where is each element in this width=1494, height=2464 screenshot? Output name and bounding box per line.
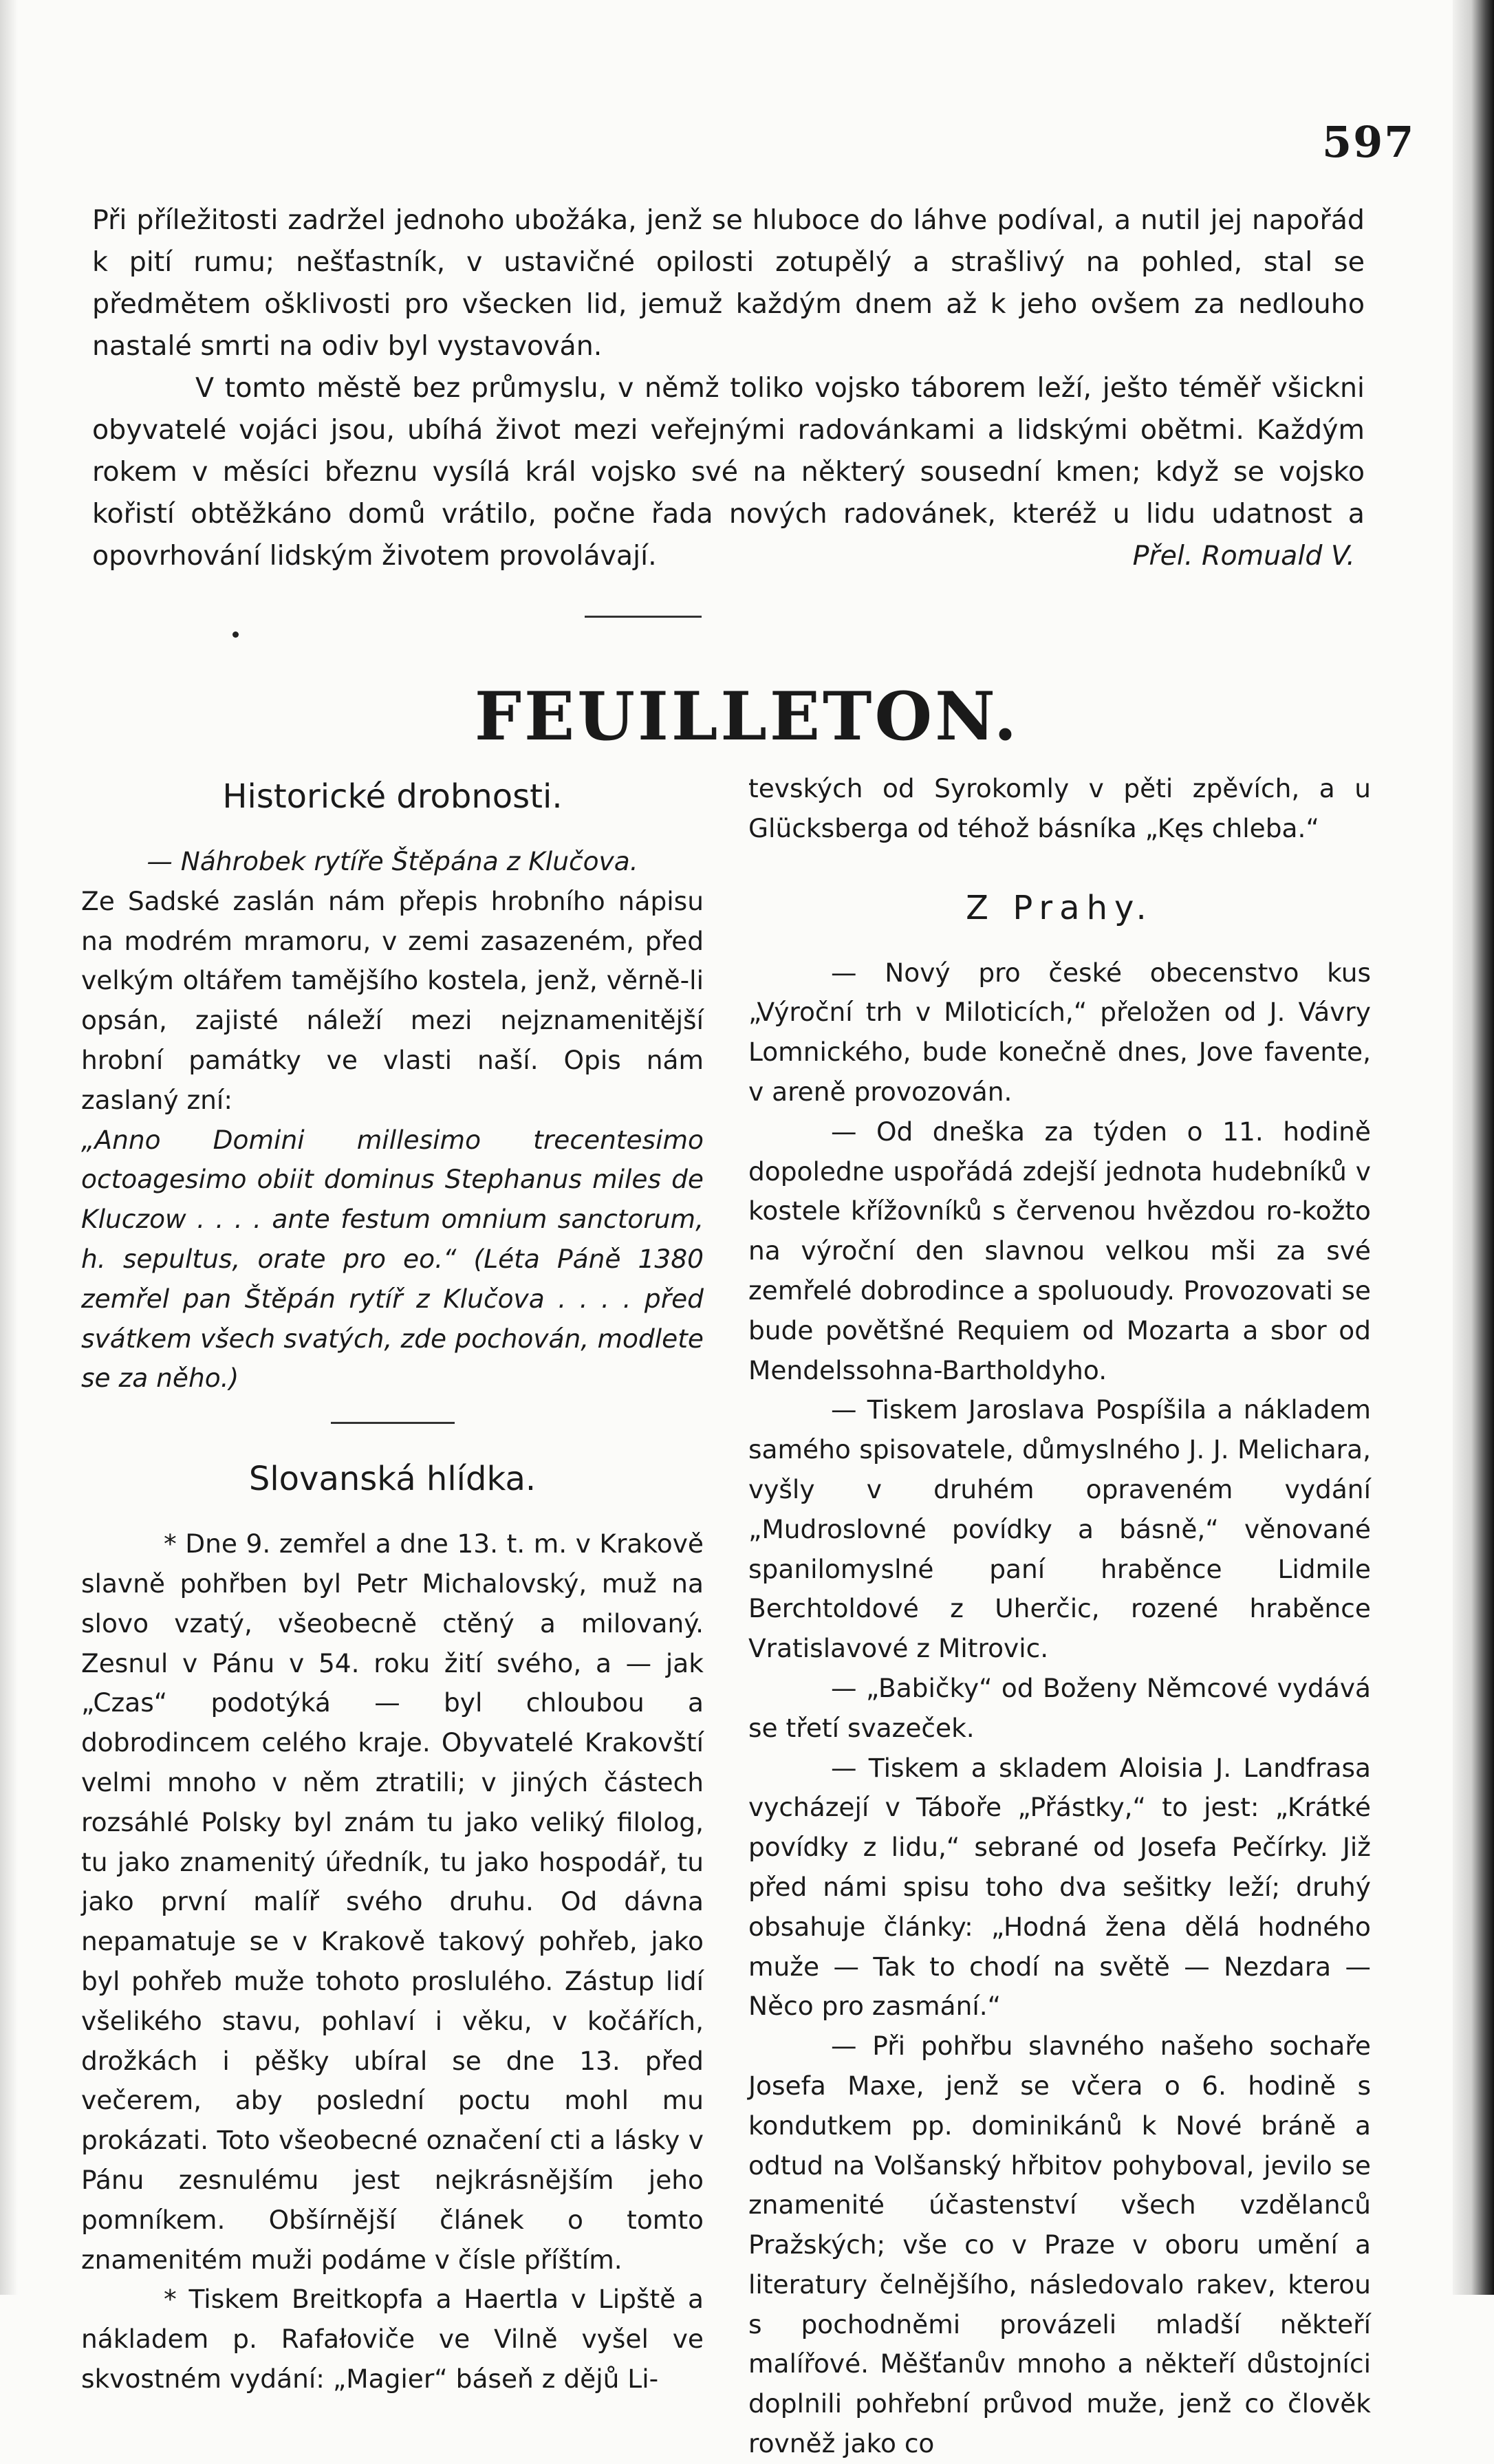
left-column bbox=[81, 769, 704, 2399]
section-heading-z-prahy: Z Prahy. bbox=[966, 888, 1154, 927]
paragraph: Při příležitosti zadržel jednoho ubožáka, jenž se hluboce do láhve podíval, a nutil jej napořád k pití rumu; nešťastník, v ustavičné opilosti zotupělý a strašlivý na pohled, stal se předmětem ošklivosti pro všecken lid, jemuž každým dnem až k jeho ovšem za nedlouho nastalé smrti na odiv byl vystavován. bbox=[92, 204, 1365, 362]
scan-binding-shadow bbox=[1453, 0, 1494, 2295]
divider bbox=[331, 1422, 455, 1424]
paragraph: V tomto městě bez průmyslu, v němž toliko vojsko táborem leží, ješto téměř všickni obyvatelé vojáci jsou, ubíhá život mezi veřejnými radovánkami a lidskými obětmi. Každým rokem v měsíci březnu vysílá král vojsko své na některý sousední kmen; když se vojsko kořistí obtěžkáno domů vrátilo, počne řada nových radovánek, kteréž u lidu udatnost a opovrhování lidským životem provolávají. bbox=[92, 372, 1365, 572]
paragraph: Ze Sadské zaslán nám přepis hrobního nápisu na modrém mramoru, v zemi zasazeném, před velkým oltářem tamějšího kostela, jenž, věrně-li opsán, zajisté náleží mezi nejznamenitější hrobní památky ve vlasti naší. Opis nám zaslaný zní: bbox=[81, 885, 704, 1115]
news-item: — Při pohřbu slavného našeho sochaře Josefa Maxe, jenž se včera o 6. hodině s kondutkem pp. dominikánů k Nové bráně a odtud na Volšanský hřbitov pohyboval, jevilo se znamenité účastenství všech vzdělanců Pražských; vše co v Praze v oboru umění a literatury čelnějšího, následovalo rakev, kterou s pochodněmi provázeli mladší někteří malířové. Měšťanův mnoho a někteří důstojníci doplnili pohřební průvod muže, jenž co člověk rovněž jako co bbox=[748, 2031, 1371, 2459]
section-divider bbox=[585, 616, 702, 618]
news-item: — Tiskem Jaroslava Pospíšila a nákladem samého spisovatele, důmyslného J. J. Melichara, vyšly v druhém opraveném vydání „Mudroslovné povídky a básně,“ věnované spanilomyslné paní hraběnce Lidmile Berchtoldové z Uherčic, rozené hraběnce Vratislavové z Mitrovic. bbox=[748, 1394, 1371, 1664]
section-heading-historicke: Historické drobnosti. bbox=[222, 777, 563, 816]
news-item: — „Babičky“ od Boženy Němcové vydává se třetí svazeček. bbox=[748, 1672, 1371, 1743]
paragraph: * Tiskem Breitkopfa a Haertla v Lipště a nákladem p. Rafałoviče ve Vilně vyšel ve skvostném vydání: „Magier“ báseň z dějů Li- bbox=[81, 2284, 704, 2394]
right-column bbox=[748, 769, 1371, 2464]
news-item: — Od dneška za týden o 11. hodině dopoledne uspořádá zdejší jednota hudebníků v kostele křížovníků s červenou hvězdou ro-kožto na výroční den slavnou velkou mši za své zemřelé dobrodince a spoluoudy. Provozovati se bude povětšné Requiem od Mozarta a sbor od Mendelssohna-Bartholdyho. bbox=[748, 1116, 1371, 1385]
translator-signature: Přel. Romuald V. bbox=[1132, 540, 1355, 572]
paragraph: „Anno Domini millesimo trecentesimo octoagesimo obiit dominus Stephanus miles de Kluczow . . . . ante festum omnium sanctorum, h. sepultus, orate pro eo.“ (Léta Páně 1380 zemřel pan Štěpán rytíř z Klučova . . . . před svátkem všech svatých, zde pochován, modlete se za něho.) bbox=[81, 1124, 704, 1394]
article-continuation bbox=[92, 199, 1365, 577]
paragraph: tevských od Syrokomly v pěti zpěvích, a u Glücksberga od téhož básníka „Kęs chleba.“ bbox=[748, 773, 1371, 843]
page-number: 597 bbox=[1322, 117, 1416, 167]
section-heading-slovanska: Slovanská hlídka. bbox=[248, 1460, 537, 1499]
news-item: — Nový pro české obecenstvo kus „Výroční trh v Miloticích,“ přeložen od J. Vávry Lomnického, bude konečně dnes, Jove favente, v areně provozován. bbox=[748, 957, 1371, 1107]
ink-dot bbox=[232, 631, 239, 638]
paragraph: * Dne 9. zemřel a dne 13. t. m. v Krakově slavně pohřben byl Petr Michalovský, muž na slovo vzatý, všeobecně ctěný a milovaný. Zesnul v Pánu v 54. roku žití svého, a — jak „Czas“ podotýká — byl chloubou a dobrodincem celého kraje. Obyvatelé Krakovští velmi mnoho v něm ztratili; v jiných částech rozsáhlé Polsky byl znám tu jako veliký filolog, tu jako znamenitý úředník, tu jako hospodář, tu jako první malíř svého druhu. Od dávna nepamatuje se v Krakově takový pohřeb, jako byl pohřeb muže tohoto proslulého. Zástup lidí všelikého stavu, pohlaví i věku, v kočářích, drožkách i pěšky ubíral se dne 13. před večerem, aby poslední poctu mohl mu prokázati. Toto všeobecné označení cti a lásky v Pánu zesnulému jest nejkrásnějším jeho pomníkem. Obšírnější článek o tomto znamenitém muži podáme v čísle příštím. bbox=[81, 1528, 704, 2275]
scan-left-edge bbox=[0, 0, 18, 2295]
subheading-nahrobek: — Náhrobek rytíře Štěpána z Klučova. bbox=[147, 846, 638, 876]
news-item: — Tiskem a skladem Aloisia J. Landfrasa vycházejí v Táboře „Přástky,“ to jest: „Krátké povídky z lidu,“ sebrané od Josefa Pečírky. Již před námi spisu toho dva sešitky leží; druhý obsahuje články: „Hodná žena dělá hodného muže — Tak to chodí na světě — Nezdara — Něco pro zasmání.“ bbox=[748, 1752, 1371, 2022]
feuilleton-title: FEUILLETON. bbox=[474, 678, 1020, 755]
